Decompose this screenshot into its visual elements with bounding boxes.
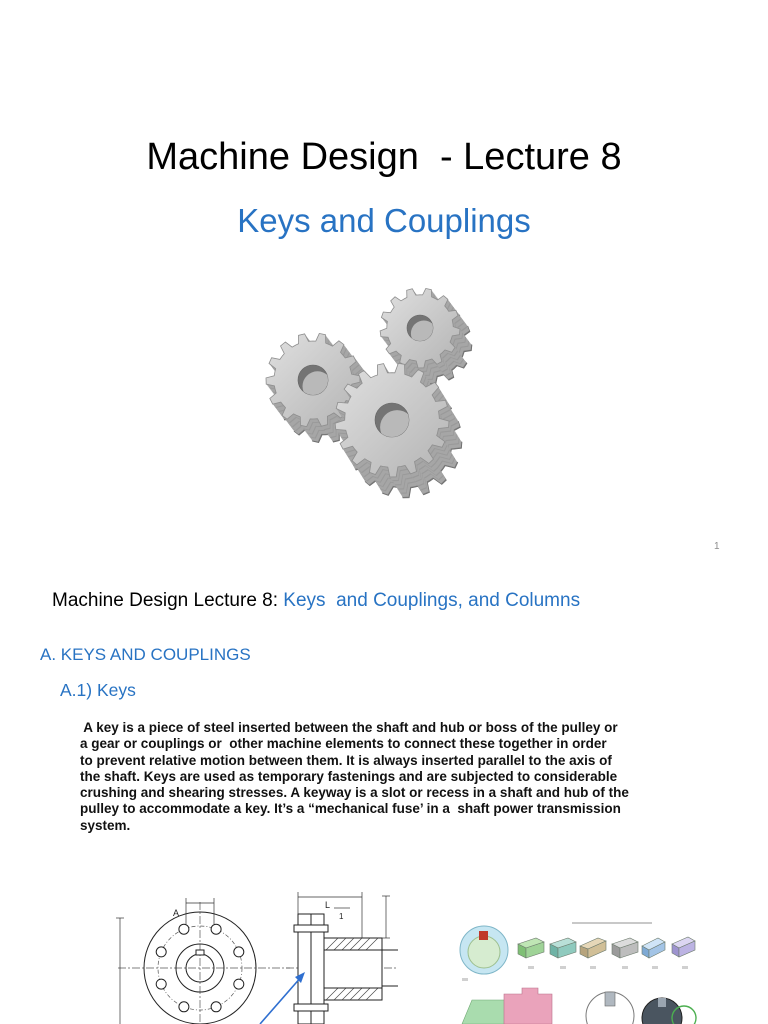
subsection-title: A.1) Keys	[60, 680, 136, 700]
gib-head-key	[504, 988, 552, 1024]
section-title: A. KEYS AND COUPLINGS	[40, 645, 251, 664]
label-mark	[560, 966, 566, 969]
lecture-heading-prefix: Machine Design Lecture 8:	[52, 590, 279, 611]
paragraph-line: A key is a piece of steel inserted between the shaft and hub or boss of the pulley or	[80, 720, 618, 735]
slide-title: Machine Design - Lecture 8	[146, 136, 622, 178]
shaft-section	[460, 926, 508, 974]
bolt-hole	[156, 979, 166, 989]
bolt-hole	[211, 1002, 221, 1012]
side-view	[286, 914, 398, 1024]
key-types-illustration-icon	[452, 918, 698, 1024]
keys-paragraph	[80, 720, 629, 834]
shaft-key	[658, 998, 666, 1007]
bolt-hole	[234, 979, 244, 989]
keyway	[196, 950, 204, 955]
gears-icon	[255, 280, 515, 515]
lecture-heading	[52, 589, 580, 613]
bolt-hole	[234, 947, 244, 957]
lecture-heading-topic: Keys and Couplings, and Columns	[278, 590, 581, 611]
slide-subtitle: Keys and Couplings	[237, 202, 531, 239]
shaft-section-circle	[468, 936, 500, 968]
paragraph-line: a gear or couplings or other machine elements to connect these together in order	[80, 736, 607, 752]
label-one: 1	[339, 912, 344, 921]
bolt	[294, 1004, 328, 1011]
bolt-hole	[179, 1002, 189, 1012]
paragraph-line: crushing and shearing stresses. A keyway is a slot or recess in a shaft and hub of the	[80, 785, 629, 800]
gear-top-right	[380, 288, 472, 384]
bolt-hole	[179, 924, 189, 934]
label-l: L	[325, 900, 331, 910]
label-mark	[462, 978, 468, 981]
bolt-hole	[156, 947, 166, 957]
key-shapes	[518, 937, 695, 958]
woodruff-key	[605, 992, 615, 1006]
label-mark	[590, 966, 596, 969]
arrow-shaft	[260, 976, 302, 1024]
paragraph-line: pulley to accommodate a key. It’s a “mechanical fuse’ in a shaft power transmission	[80, 801, 621, 817]
bolt	[294, 925, 328, 932]
paragraph-line: to prevent relative motion between them. It is always inserted parallel to the axis of	[80, 752, 612, 768]
key-square	[479, 931, 488, 940]
front-view	[118, 902, 290, 1024]
dimension-a	[116, 898, 214, 1024]
label-mark	[528, 966, 534, 969]
paragraph-line: the shaft. Keys are used as temporary fastenings and are subjected to considerable	[80, 768, 618, 784]
label-a: A	[173, 908, 180, 918]
bolt-hole	[211, 924, 221, 934]
key-assemblies	[462, 988, 696, 1024]
paragraph-line: system.	[80, 817, 131, 833]
flange-coupling-drawing-icon	[100, 888, 400, 1024]
page-number: 1	[714, 541, 720, 552]
label-mark	[652, 966, 658, 969]
label-mark	[622, 966, 628, 969]
label-mark	[682, 966, 688, 969]
